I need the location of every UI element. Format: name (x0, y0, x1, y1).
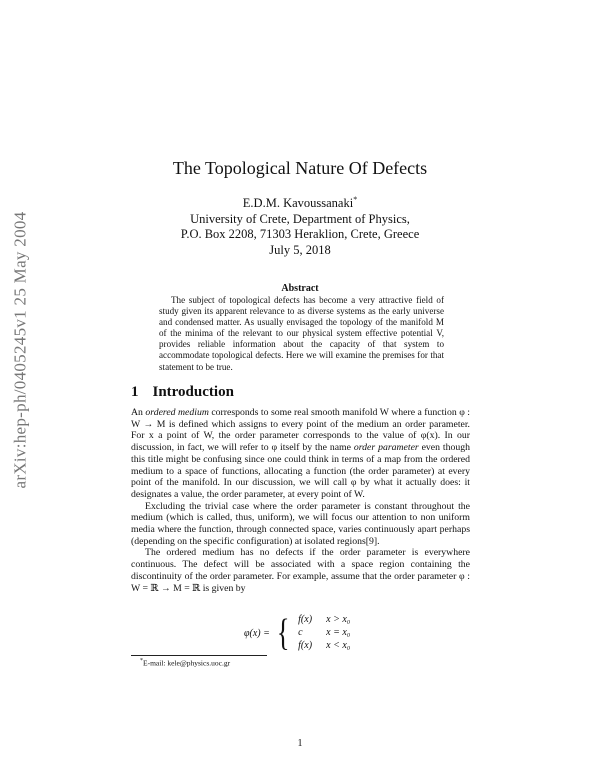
arxiv-identifier-text: arXiv:hep-ph/0405245v1 25 May 2004 (10, 211, 30, 489)
paragraph-1-text: An (131, 407, 146, 418)
case-value: c (298, 627, 303, 638)
body-text (131, 407, 470, 594)
equation-lhs: φ(x) = (244, 627, 270, 639)
footnote (140, 658, 230, 668)
paper-title: The Topological Nature Of Defects (172, 158, 428, 178)
paragraph-2: Excluding the trivial case where the order parameter is constant throughout the medium (which is called, thus, uniform), we will focus our attention to non uniform media where the function, through connected space, varies continuously apart perhaps (depending on the specific configuration) at isolated regions[9]. (131, 500, 470, 547)
emphasis-order-parameter: order parameter (353, 442, 419, 454)
case-value: f(x) (298, 640, 313, 651)
section-title: Introduction (152, 384, 234, 400)
piecewise-equation (244, 614, 350, 652)
paragraph-1-text: corresponds to some real smooth manifold W where a function φ : W → M is defined which assigns to every point of the medium an order parameter. For x a point of W, the order parameter corresponds to the value of φ(x). In our discussion, in fact, we will refer to φ itself by the name (131, 407, 471, 454)
case-condition: x = x₀ (326, 627, 351, 638)
paper-date: July 5, 2018 (269, 243, 331, 257)
case-value: f(x) (298, 614, 313, 625)
author-footnote-mark: * (353, 195, 358, 204)
left-brace: { (276, 612, 290, 654)
footnote-text: E-mail: kele@physics.uoc.gr (143, 658, 231, 668)
emphasis-ordered-medium: ordered medium (145, 407, 209, 418)
author-name-line (0, 192, 600, 212)
paragraph-3: The ordered medium has no defects if the order parameter is everywhere continuous. The defect will be associated with a space region containing the discontinuity of the order parameter. For example, assume that the order parameter φ : W = ℝ → M = ℝ is given by (131, 547, 470, 594)
footnote-mark: * (140, 658, 143, 664)
author-affiliation: University of Crete, Department of Physics, (190, 211, 410, 226)
abstract-text: The subject of topological defects has become a very attractive field of study given its apparent relevance to as diverse systems as the early universe and condensed matter. As usually envisaged the topology of the manifold M of the minima of the relevant to our physical system effective potential V, provides reliable information about the capacity of that system to accommodate topological defects. Here we will examine the premises for that statement to be true. (159, 295, 444, 372)
author-block (0, 192, 600, 243)
footnote-divider (131, 655, 267, 656)
equation-cases (298, 614, 350, 652)
author-address: P.O. Box 2208, 71303 Heraklion, Crete, Greece (180, 227, 420, 242)
paragraph-1-text: even though this title might be confusing since one could think in terms of a map from the ordered medium to a space of functions, allocating a function (the order parameter) at every point of the manifold. In our discussion, we will call φ by what it actually does: it designates a value, the order parameter, at every point of W. (131, 442, 470, 500)
paragraph-1 (131, 407, 470, 501)
case-condition: x > x₀ (326, 614, 351, 625)
case-condition: x < x₀ (326, 640, 351, 651)
section-heading (131, 384, 234, 401)
page-number: 1 (297, 738, 303, 749)
section-number: 1 (131, 384, 139, 400)
abstract-heading: Abstract (281, 283, 319, 294)
author-name: E.D.M. Kavoussanaki (242, 196, 354, 211)
